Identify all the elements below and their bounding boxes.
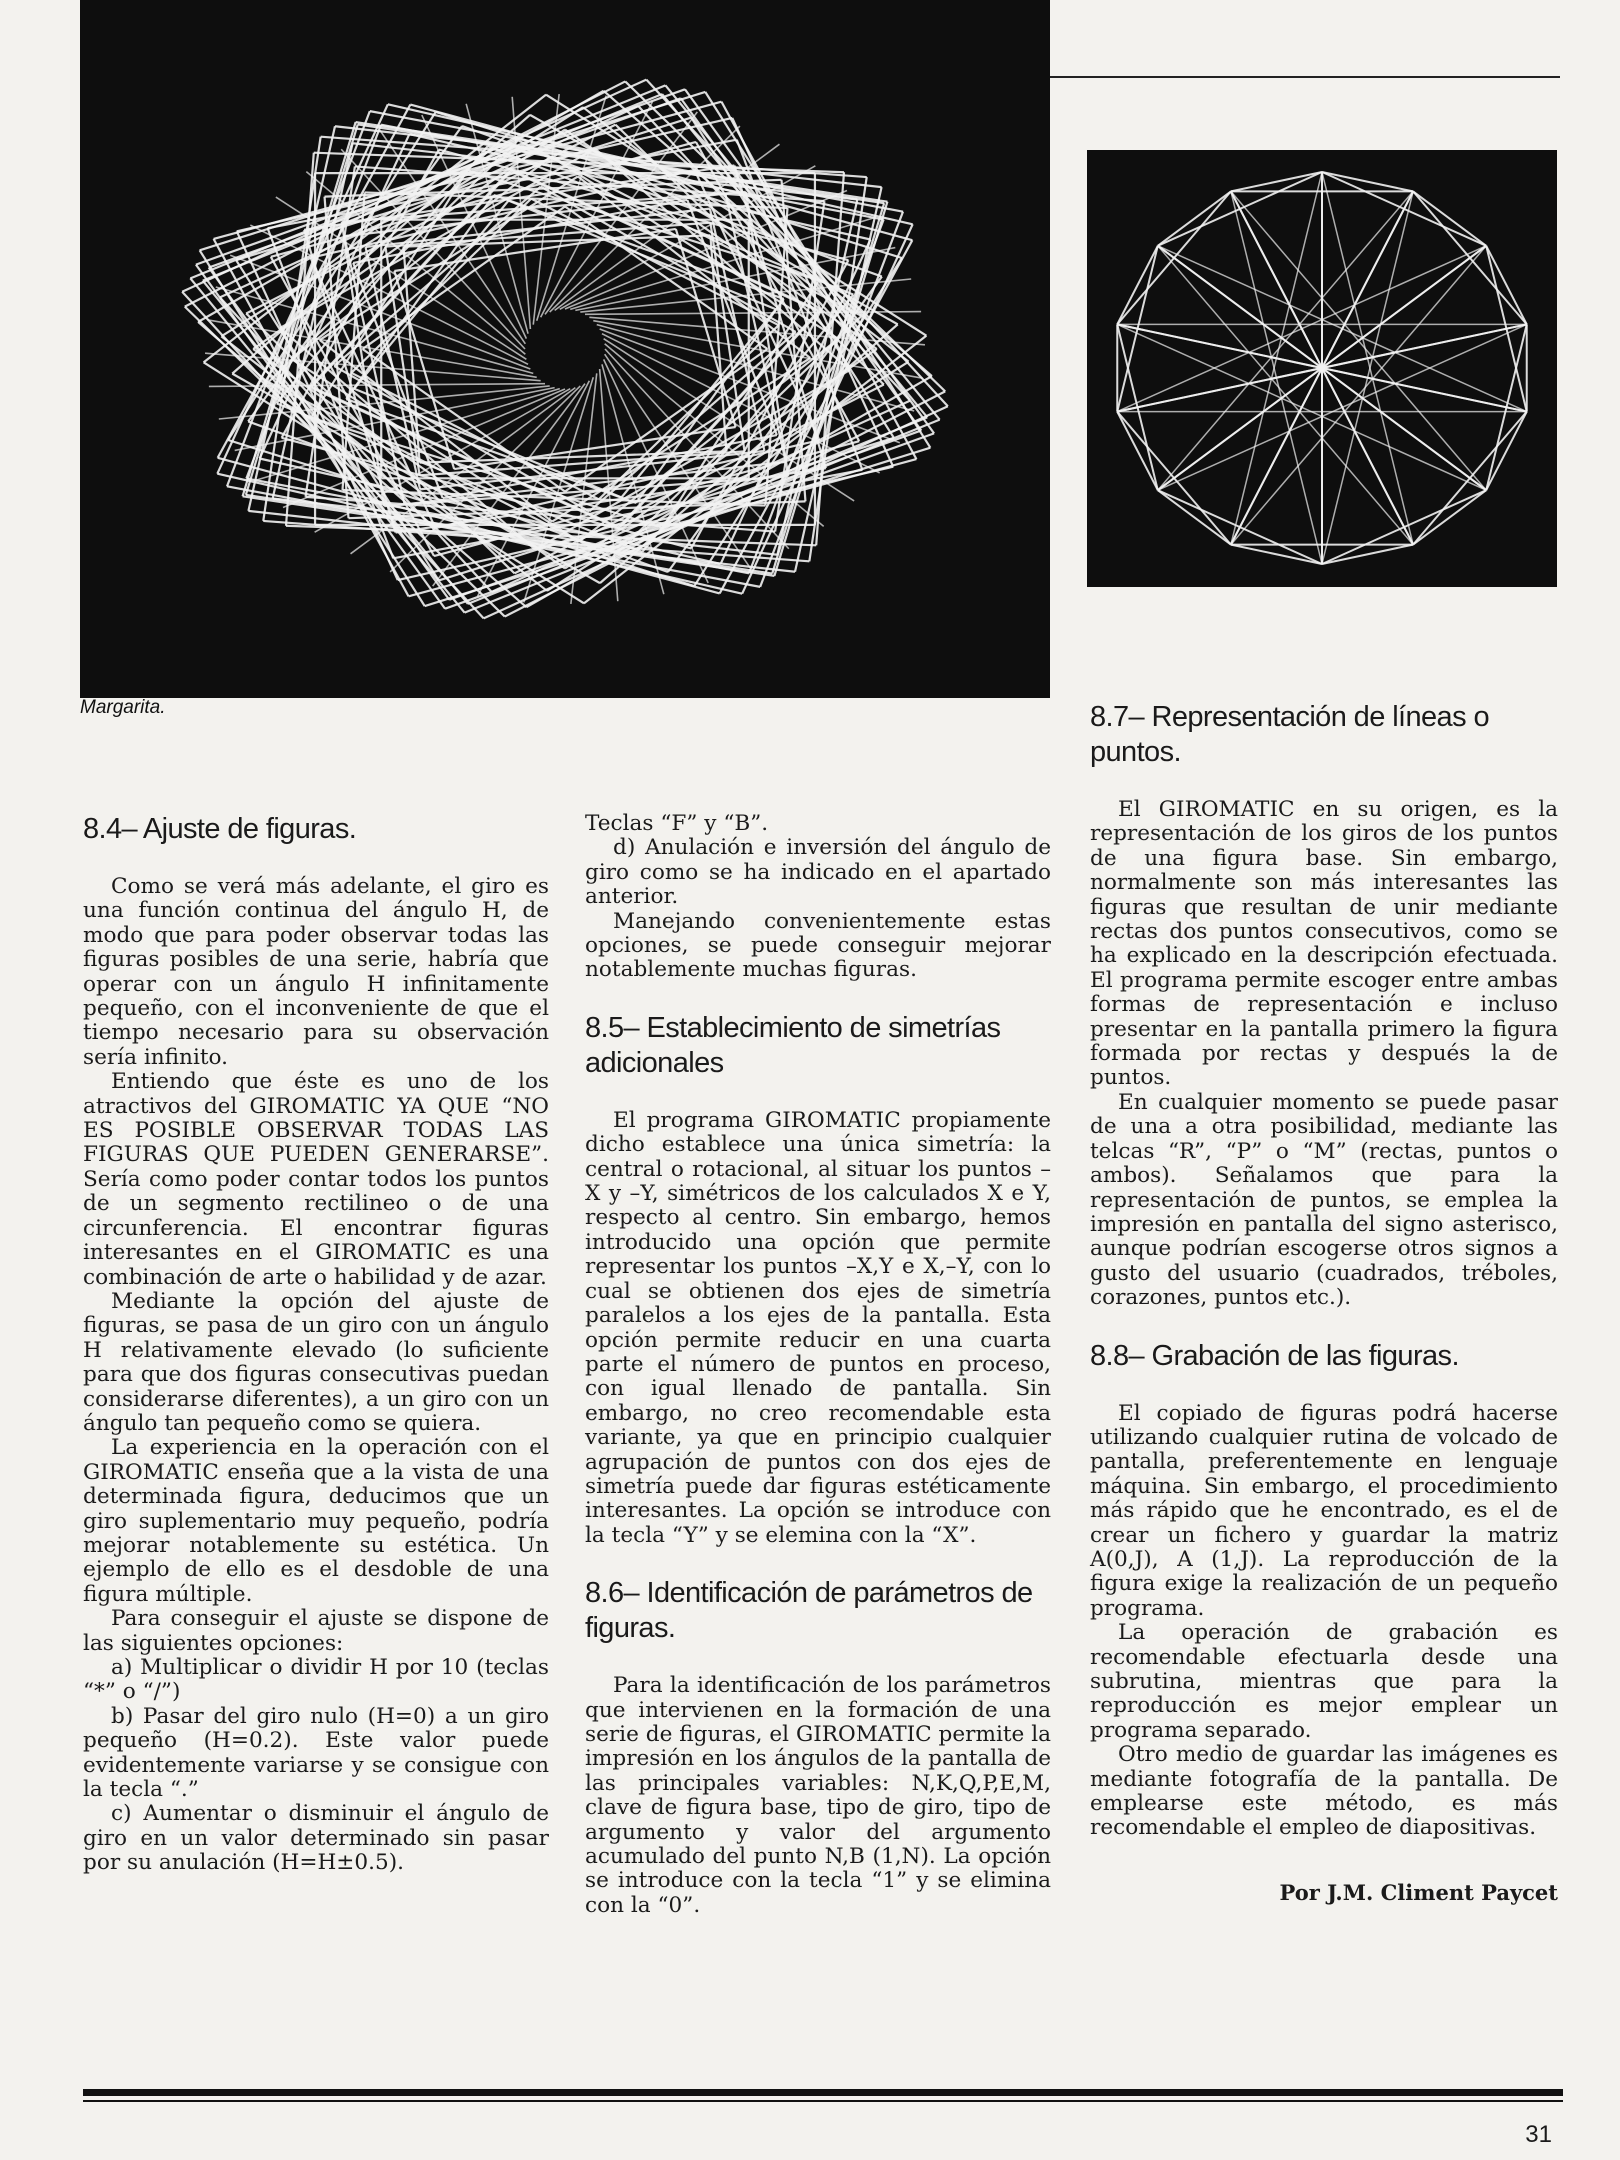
margarita-line-art [80, 0, 1050, 698]
margarita-figure [80, 0, 1050, 698]
author-byline: Por J.M. Climent Paycet [1279, 1879, 1558, 1905]
polygon-line-art [1087, 150, 1557, 587]
column-3 [1090, 700, 1558, 1905]
paragraph: El programa GIROMATIC propiamente dicho establece una única simetría: la central o rotacional, al situar los puntos –X y –Y, simétricos de los calculados X e Y, respecto al centro. Sin embargo, hemos introducido una opción que permite representar los puntos –X,Y e X,–Y, con lo cual se obtienen dos ejes de simetría paralelos a los ejes de la pantalla. Esta opción permite reducir en una cuarta parte el número de puntos en proceso, con igual llenado de pantalla. Sin embargo, no creo recomendable esta variante, ya que en principio cualquier agrupación de puntos con dos ejes de simetría puede dar figuras estéticamente interesantes. La opción se introduce con la tecla “Y” y se elemina con la “X”. [585, 1107, 1051, 1548]
paragraph: El copiado de figuras podrá hacerse utilizando cualquier rutina de volcado de pantalla, preferentemente en lenguaje máquina. Sin embargo, el procedimiento más rápido que he encontrado, es el de crear un fichero y guardar la matriz A(0,J), A (1,J). La reproducción de la figura exige la realización de un pequeño programa. [1090, 1400, 1558, 1621]
paragraph: Como se verá más adelante, el giro es una función continua del ángulo H, de modo que para poder observar todas las figuras posibles de una serie, habría que operar con un ángulo H infinitamente pequeño, con el inconveniente de que el tiempo necesario para su observación sería infinito. [83, 874, 549, 1070]
paragraph: Para conseguir el ajuste se dispone de las siguientes opciones: [83, 1606, 549, 1656]
paragraph: Teclas “F” y “B”. [585, 811, 769, 836]
art-stroke [1231, 172, 1322, 191]
footer-rule-thick [83, 2089, 1563, 2096]
paragraph: La experiencia en la operación con el GIROMATIC enseña que a la vista de una determinada figura, deducimos que un giro suplementario muy pequeño, podría mejorar notablemente su estética. Un ejemplo de ello es el desdoble de una figura múltiple. [83, 1435, 549, 1607]
art-stroke [182, 292, 483, 619]
option-d: d) Anulación e inversión del ángulo de giro como se ha indicado en el apartado anterior. [585, 835, 1051, 910]
footer-rule-thin [83, 2100, 1563, 2102]
section-heading-8-7: 8.7– Representación de líneas o puntos. [1090, 701, 1489, 768]
option-b: b) Pasar del giro nulo (H=0) a un giro pequeño (H=0.2). Este valor puede evidentemente variarse y se consigue con la tecla “.” [83, 1703, 549, 1803]
paragraph: La operación de grabación es recomendable efectuarla desde una subrutina, mientras que para la reproducción es mejor emplear un programa separado. [1090, 1620, 1558, 1743]
art-stroke [646, 80, 947, 407]
art-stroke [694, 258, 902, 586]
section-heading-8-6: 8.6– Identificación de parámetros de figuras. [585, 1577, 1033, 1645]
section-heading-8-5: 8.5– Establecimiento de simetrías adicionales [585, 1011, 1001, 1079]
art-stroke [1231, 545, 1322, 564]
header-rule [1050, 76, 1560, 78]
section-heading-8-8: 8.8– Grabación de las figuras. [1090, 1339, 1459, 1372]
polygon-figure [1087, 150, 1557, 587]
paragraph: Para la identificación de los parámetros que intervienen en la formación de una serie de figuras, el GIROMATIC permite la impresión en los ángulos de la pantalla de las principales variables: N,K,Q,P,E,M, clave de figura base, tipo de giro, tipo de argumento y valor del argumento acumulado del punto N,B (1,N). La opción se introduce con la tecla “1” y se elimina con la “0”. [585, 1673, 1051, 1918]
art-stroke [1117, 324, 1486, 490]
art-stroke [228, 112, 436, 440]
paragraph: Manejando convenientemente estas opciones, se puede conseguir mejorar notablemente muchas figuras. [585, 908, 1051, 983]
paragraph: En cualquier momento se puede pasar de una a otra posibilidad, mediante las telcas “R”, “P” o “M” (rectas, puntos o ambos). Señalamos que para la representación de puntos, se emplea la impresión en pantalla del signo asterisco, aunque podrían escogerse otros signos a gusto del usuario (cuadrados, tréboles, corazones, puntos etc.). [1090, 1089, 1558, 1311]
paragraph: El GIROMATIC en su origen, es la representación de los giros de los puntos de una figura base. Sin embargo, normalmente son más interesantes las figuras que resultan de unir mediante rectas dos puntos consecutivos, como se ha explicado en la descripción efectuada. El programa permite escoger entre ambas formas de representación e incluso presentar en la pantalla primero la figura formada por rectas y después la de puntos. [1090, 797, 1558, 1091]
column-1 [83, 812, 549, 1876]
option-a: a) Multiplicar o dividir H por 10 (teclas “*” o “/”) [83, 1655, 549, 1705]
figure-caption: Margarita. [80, 697, 166, 718]
option-c: c) Aumentar o disminuir el ángulo de giro en un valor determinado sin pasar por su anulación (H=H±0.5). [83, 1801, 549, 1876]
paragraph: Entiendo que éste es uno de los atractivos del GIROMATIC YA QUE “NO ES POSIBLE OBSERVAR TODAS LAS FIGURAS QUE PUEDEN GENERARSE”. Sería como poder contar todos los puntos de un segmento rectilineo o de una circunferencia. El encontrar figuras interesantes en el GIROMATIC es una combinación de arte o habilidad y de azar. [83, 1069, 549, 1290]
section-heading-8-4: 8.4– Ajuste de figuras. [83, 813, 357, 845]
page-number: 31 [1525, 2121, 1552, 2148]
column-2 [585, 812, 1051, 1918]
paragraph: Mediante la opción del ajuste de figuras, se pasa de un giro con un ángulo H relativamente elevado (lo suficiente para que dos figuras consecutivas puedan considerarse diferentes), a un giro con un ángulo tan pequeño como se quiera. [83, 1288, 549, 1436]
paragraph: Otro medio de guardar las imágenes es mediante fotografía de la pantalla. De emplearse este método, es más recomendable el empleo de diapositivas. [1090, 1742, 1558, 1841]
art-stroke [1322, 172, 1413, 191]
art-stroke [1322, 545, 1413, 564]
